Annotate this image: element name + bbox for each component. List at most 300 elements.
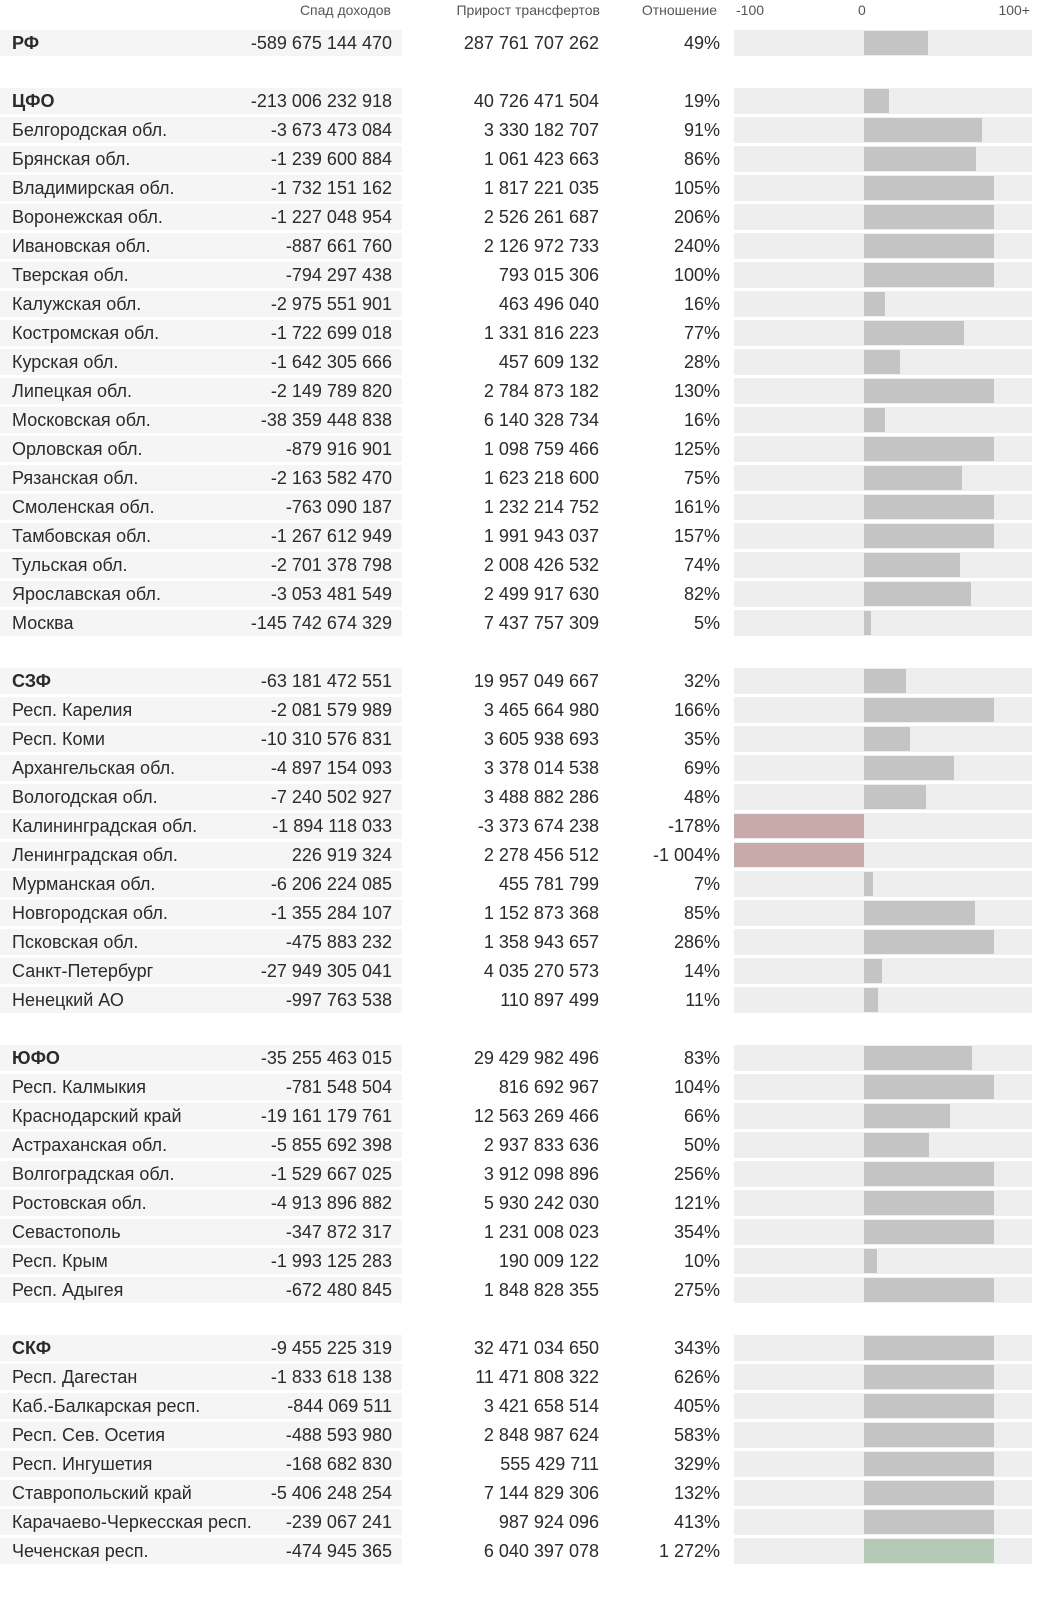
bar-track — [734, 1161, 1032, 1187]
ratio-bar — [864, 1423, 994, 1447]
increase-value: 29 429 982 496 — [473, 1048, 599, 1068]
ratio-bar — [864, 1046, 972, 1070]
increase-value: 1 991 943 037 — [483, 526, 599, 546]
region-name: СЗФ — [12, 671, 51, 691]
ratio-value: 5% — [693, 613, 720, 633]
header-ratio: Отношение — [641, 2, 717, 18]
table-row — [0, 320, 1032, 346]
ratio-bar — [864, 611, 871, 635]
region-name: Орловская обл. — [12, 439, 143, 459]
ratio-value: 626% — [673, 1367, 720, 1387]
bar-track — [734, 146, 1032, 172]
increase-value: 3 465 664 980 — [483, 700, 599, 720]
region-name: Псковская обл. — [12, 932, 139, 952]
axis-min-label: -100 — [736, 2, 765, 18]
table-row — [0, 1509, 1032, 1535]
region-name: Брянская обл. — [12, 149, 131, 169]
increase-value: 463 496 040 — [498, 294, 599, 314]
bar-track — [734, 407, 1032, 433]
bar-track — [734, 1219, 1032, 1245]
increase-value: 1 231 008 023 — [483, 1222, 599, 1242]
bar-track — [734, 784, 1032, 810]
ratio-value: 66% — [683, 1106, 720, 1126]
table-row — [0, 494, 1032, 520]
decline-value: -7 240 502 927 — [270, 787, 392, 807]
ratio-bar — [864, 930, 994, 954]
ratio-bar — [864, 31, 928, 55]
decline-value: -2 701 378 798 — [270, 555, 392, 575]
bar-track — [734, 88, 1032, 114]
region-name: Липецкая обл. — [12, 381, 132, 401]
ratio-bar — [864, 901, 975, 925]
increase-value: 987 924 096 — [498, 1512, 599, 1532]
decline-value: -1 529 667 025 — [270, 1164, 392, 1184]
increase-value: 1 152 873 368 — [483, 903, 599, 923]
increase-value: 40 726 471 504 — [473, 91, 599, 111]
increase-value: 3 912 098 896 — [483, 1164, 599, 1184]
increase-value: 2 937 833 636 — [483, 1135, 599, 1155]
ratio-value: 14% — [683, 961, 720, 981]
bar-track — [734, 1103, 1032, 1129]
increase-value: 1 358 943 657 — [483, 932, 599, 952]
bar-track — [734, 813, 1032, 839]
increase-value: 3 605 938 693 — [483, 729, 599, 749]
ratio-bar — [864, 292, 885, 316]
table-row — [0, 1393, 1032, 1419]
bar-track — [734, 668, 1032, 694]
decline-value: -1 355 284 107 — [270, 903, 392, 923]
ratio-bar — [864, 553, 960, 577]
ratio-value: 7% — [693, 874, 720, 894]
increase-value: 1 061 423 663 — [483, 149, 599, 169]
table-row — [0, 813, 1032, 839]
decline-value: -672 480 845 — [285, 1280, 392, 1300]
increase-value: 1 232 214 752 — [483, 497, 599, 517]
ratio-value: 11% — [685, 990, 720, 1010]
decline-value: -794 297 438 — [285, 265, 392, 285]
decline-value: -145 742 674 329 — [250, 613, 392, 633]
table-row — [0, 755, 1032, 781]
decline-value: -879 916 901 — [285, 439, 392, 459]
region-name: Ивановская обл. — [12, 236, 151, 256]
decline-value: -488 593 980 — [285, 1425, 392, 1445]
region-name: РФ — [12, 33, 40, 53]
decline-value: -63 181 472 551 — [260, 671, 392, 691]
ratio-value: 161% — [673, 497, 720, 517]
increase-value: 555 429 711 — [500, 1454, 599, 1474]
decline-value: -2 163 582 470 — [270, 468, 392, 488]
table-row — [0, 117, 1032, 143]
ratio-bar — [864, 872, 873, 896]
region-name: Респ. Ингушетия — [12, 1454, 153, 1474]
ratio-bar — [864, 321, 964, 345]
bar-track — [734, 1393, 1032, 1419]
table-row — [0, 378, 1032, 404]
ratio-bar — [864, 1133, 929, 1157]
table-row — [0, 784, 1032, 810]
table-row — [0, 1161, 1032, 1187]
increase-value: 455 781 799 — [498, 874, 599, 894]
decline-value: -347 872 317 — [285, 1222, 392, 1242]
region-name: Волгоградская обл. — [12, 1164, 175, 1184]
region-name: Калужская обл. — [12, 294, 142, 314]
table-row — [0, 900, 1032, 926]
table-row — [0, 871, 1032, 897]
increase-value: 7 437 757 309 — [483, 613, 599, 633]
ratio-value: 75% — [683, 468, 720, 488]
ratio-value: 132% — [673, 1483, 720, 1503]
increase-value: 3 421 658 514 — [483, 1396, 599, 1416]
bar-track — [734, 1480, 1032, 1506]
ratio-value: 16% — [683, 410, 720, 430]
ratio-bar — [864, 263, 994, 287]
ratio-value: 286% — [673, 932, 720, 952]
ratio-value: 85% — [683, 903, 720, 923]
bar-track — [734, 465, 1032, 491]
ratio-bar — [864, 1191, 994, 1215]
ratio-bar — [864, 205, 994, 229]
ratio-bar — [864, 988, 878, 1012]
decline-value: -474 945 365 — [285, 1541, 392, 1561]
increase-value: 1 331 816 223 — [483, 323, 599, 343]
ratio-bar — [864, 1394, 994, 1418]
ratio-value: 166% — [673, 700, 720, 720]
region-name: Тульская обл. — [12, 555, 128, 575]
region-name: Москва — [12, 613, 74, 633]
increase-value: 4 035 270 573 — [483, 961, 599, 981]
table-row — [0, 523, 1032, 549]
ratio-value: 125% — [673, 439, 720, 459]
ratio-bar — [864, 1481, 994, 1505]
ratio-bar — [864, 727, 910, 751]
ratio-value: 343% — [673, 1338, 720, 1358]
increase-value: 6 040 397 078 — [483, 1541, 599, 1561]
ratio-value: 121% — [673, 1193, 720, 1213]
ratio-value: 1 272% — [658, 1541, 720, 1561]
group-row — [0, 88, 1032, 114]
decline-value: -35 255 463 015 — [260, 1048, 392, 1068]
table-row — [0, 1480, 1032, 1506]
ratio-bar — [864, 408, 885, 432]
table-row — [0, 610, 1032, 636]
decline-value: -2 975 551 901 — [270, 294, 392, 314]
bar-track — [734, 1248, 1032, 1274]
region-name: Респ. Коми — [12, 729, 105, 749]
region-name: Краснодарский край — [12, 1106, 182, 1126]
region-name: Респ. Адыгея — [12, 1280, 124, 1300]
bar-track — [734, 378, 1032, 404]
region-name: Костромская обл. — [12, 323, 160, 343]
increase-value: 12 563 269 466 — [473, 1106, 599, 1126]
region-name: Владимирская обл. — [12, 178, 175, 198]
ratio-bar — [864, 118, 982, 142]
increase-value: 2 526 261 687 — [483, 207, 599, 227]
decline-value: -3 053 481 549 — [270, 584, 392, 604]
decline-value: -589 675 144 470 — [250, 33, 392, 53]
region-name: Каб.-Балкарская респ. — [12, 1396, 201, 1416]
region-name: Севастополь — [12, 1222, 121, 1242]
table-row — [0, 146, 1032, 172]
decline-value: -1 239 600 884 — [270, 149, 392, 169]
table-row — [0, 349, 1032, 375]
decline-value: -3 673 473 084 — [270, 120, 392, 140]
ratio-value: 104% — [673, 1077, 720, 1097]
bar-track — [734, 1364, 1032, 1390]
region-name: Курская обл. — [12, 352, 119, 372]
decline-value: -1 722 699 018 — [270, 323, 392, 343]
table-row — [0, 1248, 1032, 1274]
bar-track — [734, 30, 1032, 56]
bar-track — [734, 1422, 1032, 1448]
group-row — [0, 1045, 1032, 1071]
ratio-bar — [864, 1452, 994, 1476]
region-name: Вологодская обл. — [12, 787, 158, 807]
ratio-bar — [864, 350, 900, 374]
table-row — [0, 1103, 1032, 1129]
increase-value: 3 330 182 707 — [483, 120, 599, 140]
decline-value: -38 359 448 838 — [260, 410, 392, 430]
ratio-bar — [734, 814, 864, 838]
ratio-value: 413% — [673, 1512, 720, 1532]
ratio-bar — [864, 1510, 994, 1534]
ratio-bar — [864, 582, 971, 606]
bar-track — [734, 494, 1032, 520]
decline-value: -27 949 305 041 — [260, 961, 392, 981]
decline-value: -1 642 305 666 — [270, 352, 392, 372]
increase-value: 816 692 967 — [498, 1077, 599, 1097]
ratio-value: 240% — [673, 236, 720, 256]
bar-track — [734, 1045, 1032, 1071]
region-name: Новгородская обл. — [12, 903, 168, 923]
increase-value: 2 848 987 624 — [483, 1425, 599, 1445]
ratio-value: 275% — [673, 1280, 720, 1300]
increase-value: 287 761 707 262 — [463, 33, 599, 53]
table-row — [0, 1364, 1032, 1390]
group-row — [0, 1335, 1032, 1361]
ratio-value: 49% — [683, 33, 720, 53]
region-name: Калининградская обл. — [12, 816, 198, 836]
region-name: ЦФО — [12, 91, 55, 111]
ratio-value: 256% — [673, 1164, 720, 1184]
ratio-bar — [864, 147, 976, 171]
decline-value: -213 006 232 918 — [250, 91, 392, 111]
region-name: Рязанская обл. — [12, 468, 139, 488]
ratio-bar — [864, 466, 962, 490]
header-increase: Прирост трансфертов — [456, 2, 600, 18]
group-row — [0, 668, 1032, 694]
ratio-bar — [864, 1162, 994, 1186]
table-row — [0, 233, 1032, 259]
ratio-value: 74% — [683, 555, 720, 575]
decline-value: -1 227 048 954 — [270, 207, 392, 227]
table-row — [0, 1219, 1032, 1245]
region-name: Карачаево-Черкесская респ. — [12, 1512, 252, 1532]
decline-value: -6 206 224 085 — [270, 874, 392, 894]
table-row — [0, 958, 1032, 984]
increase-value: 1 098 759 466 — [483, 439, 599, 459]
decline-value: -9 455 225 319 — [270, 1338, 392, 1358]
ratio-value: 157% — [673, 526, 720, 546]
region-name: Белгородская обл. — [12, 120, 168, 140]
region-name: Архангельская обл. — [12, 758, 176, 778]
bar-track — [734, 987, 1032, 1013]
bar-track — [734, 175, 1032, 201]
table-row — [0, 929, 1032, 955]
ratio-value: 130% — [673, 381, 720, 401]
increase-value: 2 278 456 512 — [483, 845, 599, 865]
bar-track — [734, 436, 1032, 462]
decline-value: -2 081 579 989 — [270, 700, 392, 720]
region-name: Санкт-Петербург — [12, 961, 154, 981]
bar-track — [734, 552, 1032, 578]
ratio-value: 83% — [683, 1048, 720, 1068]
decline-value: -2 149 789 820 — [270, 381, 392, 401]
ratio-bar — [864, 495, 994, 519]
decline-value: -5 855 692 398 — [270, 1135, 392, 1155]
ratio-bar — [864, 1365, 994, 1389]
axis-zero-label: 0 — [858, 2, 866, 18]
decline-value: -239 067 241 — [285, 1512, 392, 1532]
ratio-bar — [864, 234, 994, 258]
increase-value: 1 817 221 035 — [483, 178, 599, 198]
ratio-value: 329% — [673, 1454, 720, 1474]
bar-track — [734, 929, 1032, 955]
increase-value: 3 488 882 286 — [483, 787, 599, 807]
ratio-value: 105% — [673, 178, 720, 198]
increase-value: 2 784 873 182 — [483, 381, 599, 401]
ratio-bar — [864, 524, 994, 548]
bar-track — [734, 900, 1032, 926]
increase-value: 457 609 132 — [498, 352, 599, 372]
increase-value: 7 144 829 306 — [483, 1483, 599, 1503]
region-name: Ярославская обл. — [12, 584, 161, 604]
increase-value: 5 930 242 030 — [483, 1193, 599, 1213]
ratio-bar — [864, 959, 882, 983]
bar-track — [734, 610, 1032, 636]
increase-value: 19 957 049 667 — [473, 671, 599, 691]
table-row — [0, 1451, 1032, 1477]
region-name: Ростовская обл. — [12, 1193, 147, 1213]
region-name: Тверская обл. — [12, 265, 129, 285]
ratio-value: 405% — [673, 1396, 720, 1416]
bar-track — [734, 755, 1032, 781]
decline-value: -19 161 179 761 — [260, 1106, 392, 1126]
table-row — [0, 726, 1032, 752]
decline-value: -4 913 896 882 — [270, 1193, 392, 1213]
bar-track — [734, 842, 1032, 868]
ratio-bar — [864, 437, 994, 461]
region-name: Ненецкий АО — [12, 990, 124, 1010]
ratio-bar — [864, 669, 906, 693]
bar-track — [734, 581, 1032, 607]
increase-value: 1 848 828 355 — [483, 1280, 599, 1300]
region-name: Смоленская обл. — [12, 497, 155, 517]
decline-value: 226 919 324 — [291, 845, 392, 865]
bar-track — [734, 204, 1032, 230]
increase-value: 11 471 808 322 — [475, 1367, 599, 1387]
increase-value: 2 008 426 532 — [483, 555, 599, 575]
decline-value: -844 069 511 — [287, 1396, 392, 1416]
ratio-value: 77% — [683, 323, 720, 343]
ratio-value: 32% — [683, 671, 720, 691]
ratio-value: 354% — [673, 1222, 720, 1242]
ratio-bar — [864, 756, 954, 780]
bar-track — [734, 320, 1032, 346]
table-row — [0, 552, 1032, 578]
region-name: Астраханская обл. — [12, 1135, 168, 1155]
ratio-bar — [864, 176, 994, 200]
ratio-bar — [864, 1220, 994, 1244]
ratio-value: 86% — [683, 149, 720, 169]
bar-track — [734, 1132, 1032, 1158]
ratio-bar — [864, 89, 889, 113]
table-row — [0, 1422, 1032, 1448]
ratio-value: 16% — [683, 294, 720, 314]
increase-value: 1 623 218 600 — [483, 468, 599, 488]
region-name: Респ. Калмыкия — [12, 1077, 146, 1097]
ratio-value: -1 004% — [652, 845, 720, 865]
bar-track — [734, 262, 1032, 288]
region-name: Московская обл. — [12, 410, 151, 430]
increase-value: 793 015 306 — [498, 265, 599, 285]
ratio-value: 28% — [683, 352, 720, 372]
region-name: СКФ — [12, 1338, 52, 1358]
ratio-value: 48% — [683, 787, 720, 807]
ratio-bar — [864, 1249, 877, 1273]
region-name: Респ. Карелия — [12, 700, 133, 720]
decline-value: -1 993 125 283 — [270, 1251, 392, 1271]
ratio-bar — [864, 785, 926, 809]
group-row — [0, 30, 1032, 56]
increase-value: 32 471 034 650 — [473, 1338, 599, 1358]
bar-track — [734, 726, 1032, 752]
table-row — [0, 581, 1032, 607]
decline-value: -997 763 538 — [285, 990, 392, 1010]
region-name: Воронежская обл. — [12, 207, 163, 227]
increase-value: 110 897 499 — [500, 990, 599, 1010]
decline-value: -1 732 151 162 — [270, 178, 392, 198]
decline-value: -887 661 760 — [285, 236, 392, 256]
increase-value: 3 378 014 538 — [483, 758, 599, 778]
ratio-value: 35% — [683, 729, 720, 749]
table-row — [0, 291, 1032, 317]
decline-value: -168 682 830 — [285, 1454, 392, 1474]
ratio-value: 82% — [683, 584, 720, 604]
decline-value: -5 406 248 254 — [270, 1483, 392, 1503]
ratio-bar — [864, 1104, 950, 1128]
increase-value: 2 126 972 733 — [483, 236, 599, 256]
ratio-value: 206% — [673, 207, 720, 227]
decline-value: -1 833 618 138 — [270, 1367, 392, 1387]
region-name: Респ. Дагестан — [12, 1367, 138, 1387]
bar-track — [734, 1335, 1032, 1361]
bar-track — [734, 958, 1032, 984]
ratio-value: -178% — [667, 816, 720, 836]
bar-track — [734, 1190, 1032, 1216]
bar-track — [734, 697, 1032, 723]
bar-track — [734, 1074, 1032, 1100]
bar-track — [734, 523, 1032, 549]
region-name: Респ. Крым — [12, 1251, 108, 1271]
increase-value: 2 499 917 630 — [483, 584, 599, 604]
region-name: Тамбовская обл. — [12, 526, 152, 546]
region-name: Ставропольский край — [12, 1483, 192, 1503]
region-name: Респ. Сев. Осетия — [12, 1425, 166, 1445]
ratio-value: 583% — [673, 1425, 720, 1445]
decline-value: -1 894 118 033 — [272, 816, 392, 836]
table-row — [0, 1538, 1032, 1564]
bar-track — [734, 1538, 1032, 1564]
